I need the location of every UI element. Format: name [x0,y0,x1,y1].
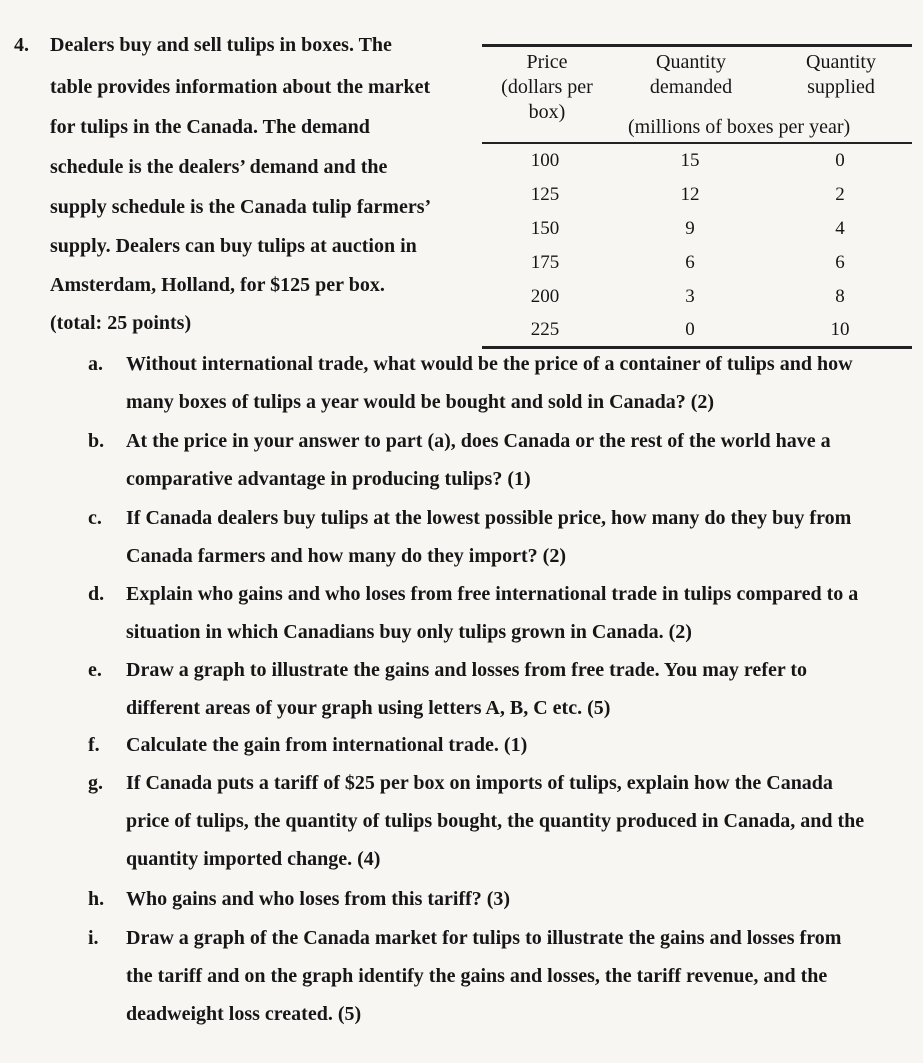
part-text: Draw a graph of the Canada market for tulips to illustrate the gains and losses from [126,927,842,949]
part-label: c. [88,507,102,529]
part-label: g. [88,772,103,794]
part-text: Calculate the gain from international trade. (1) [126,734,528,756]
cell-price: 125 [530,184,560,205]
part-text: different areas of your graph using letters A, B, C etc. (5) [126,697,611,719]
intro-line: supply schedule is the Canada tulip farmers’ [50,196,432,218]
cell-demanded: 9 [685,218,695,239]
part-text: Draw a graph to illustrate the gains and losses from free trade. You may refer to [126,659,808,681]
cell-demanded: 15 [680,150,700,171]
table-units: (millions of boxes per year) [628,116,851,138]
table-header-rule [482,142,912,144]
cell-supplied: 2 [835,184,845,205]
part-text: If Canada dealers buy tulips at the lowest possible price, how many do they buy from [126,507,852,529]
part-label: h. [88,888,105,910]
part-text: deadweight loss created. (5) [126,1003,362,1025]
cell-price: 100 [530,150,560,171]
cell-supplied: 0 [835,150,845,171]
intro-line: Amsterdam, Holland, for $125 per box. [50,274,385,296]
intro-line: schedule is the dealers’ demand and the [50,156,388,178]
part-text: Explain who gains and who loses from free international trade in tulips compared to a [126,583,859,605]
intro-line: table provides information about the market [50,76,431,98]
intro-line: (total: 25 points) [50,312,192,334]
cell-price: 225 [530,319,560,340]
part-label: e. [88,659,102,681]
cell-demanded: 0 [685,319,695,340]
question-number: 4. [14,34,29,56]
cell-demanded: 3 [685,286,695,307]
header-demanded-line: Quantity [656,51,726,73]
part-text: many boxes of tulips a year would be bought and sold in Canada? (2) [126,391,715,413]
intro-line: for tulips in the Canada. The demand [50,116,370,138]
cell-price: 200 [530,286,560,307]
part-label: d. [88,583,105,605]
cell-supplied: 8 [835,286,845,307]
part-text: the tariff and on the graph identify the gains and losses, the tariff revenue, and the [126,965,828,987]
cell-supplied: 4 [835,218,845,239]
cell-demanded: 6 [685,252,695,273]
cell-price: 150 [530,218,560,239]
part-label: b. [88,430,105,452]
part-label: f. [88,734,100,756]
part-text: At the price in your answer to part (a), does Canada or the rest of the world have a [126,430,831,452]
header-price [492,50,602,125]
part-text: If Canada puts a tariff of $25 per box on imports of tulips, explain how the Canada [126,772,833,794]
header-demanded-line: demanded [649,76,733,98]
cell-demanded: 12 [680,184,700,205]
intro-line: supply. Dealers can buy tulips at auction in [50,235,417,257]
header-supplied-line: Quantity [806,51,876,73]
cell-supplied: 6 [835,252,845,273]
part-text: situation in which Canadians buy only tulips grown in Canada. (2) [126,621,692,643]
table-bottom-rule [482,346,912,349]
cell-supplied: 10 [830,319,850,340]
header-supplied-line: supplied [807,76,875,98]
header-supplied [786,50,896,100]
header-price-line: box) [528,101,566,123]
cell-price: 175 [530,252,560,273]
header-price-line: (dollars per [501,76,593,98]
part-text: Canada farmers and how many do they import? (2) [126,545,566,567]
part-label: a. [88,353,103,375]
part-label: i. [88,927,99,949]
part-text: comparative advantage in producing tulips? (1) [126,468,531,490]
part-text: Who gains and who loses from this tariff? (3) [126,888,511,910]
intro-line: Dealers buy and sell tulips in boxes. The [50,34,392,56]
table-top-rule [482,44,912,47]
part-text: quantity imported change. (4) [126,848,381,870]
header-price-line: Price [526,51,568,73]
part-text: Without international trade, what would be the price of a container of tulips and how [126,353,853,375]
header-demanded [636,50,746,100]
part-text: price of tulips, the quantity of tulips bought, the quantity produced in Canada, and the [126,810,865,832]
